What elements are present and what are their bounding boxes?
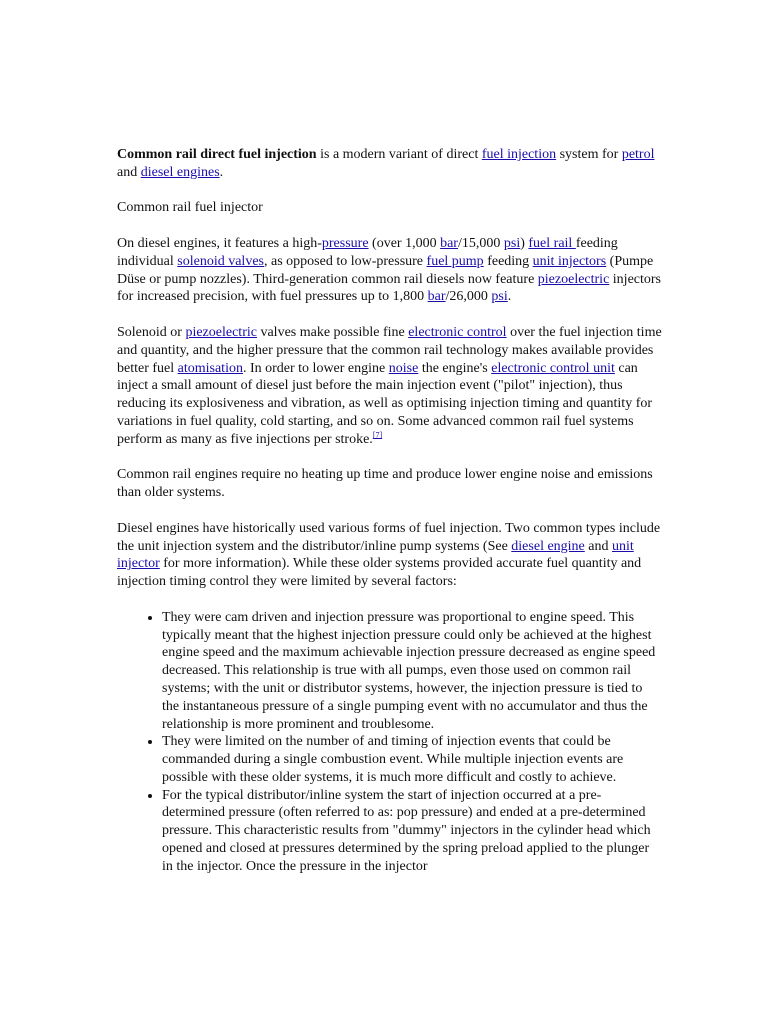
text-run: /26,000	[445, 289, 492, 305]
text-run: over the fuel injection time and quantity, and the higher pressure that the common rail technology makes available provides better fuel	[117, 324, 662, 376]
text-run: (over 1,000	[368, 235, 441, 251]
link-bar[interactable]: bar	[440, 235, 458, 251]
link-piezoelectric[interactable]: piezoelectric	[185, 324, 257, 340]
link-fuel-injection[interactable]: fuel injection	[481, 147, 557, 162]
link-unit-injector[interactable]: unit injector	[117, 538, 634, 572]
text-run: .	[507, 289, 512, 305]
link-pressure[interactable]: pressure	[321, 235, 369, 251]
text-run: feeding individual	[117, 235, 618, 269]
text-run: , as opposed to low-pressure	[264, 253, 427, 269]
solenoid-paragraph	[117, 324, 662, 449]
link-diesel-engine[interactable]: diesel engine	[511, 538, 585, 554]
list-item: • They were cam driven and injection pressure was proportional to engine speed. This typically meant that the highest injection pressure could only be achieved at the highest engine speed and the maximum achievable injection pressure decreased as engine speed decreased. This relationship is true with all pumps, even those used on common rail systems; with the unit or distributor systems, however, the injection pressure is tied to the instantaneous pressure of a single pumping event with no accumulator and thus the relationship is more prominent and troublesome.	[162, 609, 662, 734]
text-run: )	[520, 235, 529, 251]
text-run: can inject a small amount of diesel just before the main injection event ("pilot" injection), thus reducing its explosiveness and vibration, as well as optimising injection timing and quantity for variations in fuel quality, cold starting, and so on. Some advanced common rail fuel systems perform as many as five injections per stroke.	[117, 360, 653, 447]
noise-paragraph: Common rail engines require no heating up time and produce lower engine noise and emissions than older systems.	[117, 467, 653, 501]
link-solenoid-valves[interactable]: solenoid valves	[177, 253, 264, 269]
text-run: for more information). While these older systems provided accurate fuel quantity and injection timing control they were limited by several factors:	[117, 556, 642, 590]
link-reference-7[interactable]: [7]	[372, 430, 383, 440]
text-run: the engine's	[418, 360, 492, 376]
text-run: Diesel engines have historically used various forms of fuel injection. Two common types include the unit injection system and the distributor/inline pump systems (See	[117, 520, 661, 554]
text-run: feeding	[483, 253, 533, 269]
text-run: is a modern variant of direct	[316, 147, 482, 162]
link-psi[interactable]: psi	[491, 289, 508, 305]
text-run: . In order to lower engine	[242, 360, 389, 376]
text-run: valves make possible fine	[256, 324, 409, 340]
link-fuel-rail[interactable]: fuel rail	[528, 235, 576, 251]
text-run: On diesel engines, it features a high-	[117, 235, 322, 251]
text-run: injectors for increased precision, with fuel pressures up to 1,800	[117, 271, 662, 305]
text-run: system for	[556, 147, 622, 162]
article-subject: Common rail direct fuel injection	[117, 147, 317, 162]
article-body	[117, 146, 662, 876]
link-petrol[interactable]: petrol	[621, 147, 655, 162]
diesel-engines-paragraph	[117, 235, 662, 306]
text-run: (Pumpe Düse or pump nozzles). Third-generation common rail diesels now feature	[117, 253, 654, 287]
link-piezoelectric[interactable]: piezoelectric	[537, 271, 610, 287]
text-run: Solenoid or	[117, 324, 186, 340]
link-atomisation[interactable]: atomisation	[177, 360, 243, 376]
link-electronic-control-unit[interactable]: electronic control unit	[491, 360, 615, 376]
text-run: /15,000	[457, 235, 504, 251]
link-psi[interactable]: psi	[503, 235, 521, 251]
link-unit-injectors[interactable]: unit injectors	[532, 253, 607, 269]
text-run: and	[584, 538, 612, 554]
list-item: • For the typical distributor/inline system the start of injection occurred at a pre-determined pressure (often referred to as: pop pressure) and ended at a pre-determined pressure. This characteristic results from "dummy" injectors in the cylinder head which opened and closed at pressures determined by the spring preload applied to the plunger in the injector. Once the pressure in the injector	[162, 787, 662, 876]
link-diesel-engines[interactable]: diesel engines	[140, 164, 220, 180]
link-electronic-control[interactable]: electronic control	[408, 324, 507, 340]
citation-ref	[373, 430, 382, 439]
image-caption: Common rail fuel injector	[117, 200, 263, 216]
list-item: • They were limited on the number of and timing of injection events that could be commanded during a single combustion event. While multiple injection events are possible with these older systems, it is much more difficult and costly to achieve.	[162, 733, 662, 786]
link-fuel-pump[interactable]: fuel pump	[426, 253, 484, 269]
text-run: and	[117, 164, 141, 180]
history-paragraph	[117, 520, 662, 591]
link-noise[interactable]: noise	[388, 360, 419, 376]
intro-paragraph	[117, 146, 662, 182]
text-run: .	[219, 164, 224, 180]
limitations-list	[117, 609, 662, 876]
link-bar[interactable]: bar	[427, 289, 446, 305]
